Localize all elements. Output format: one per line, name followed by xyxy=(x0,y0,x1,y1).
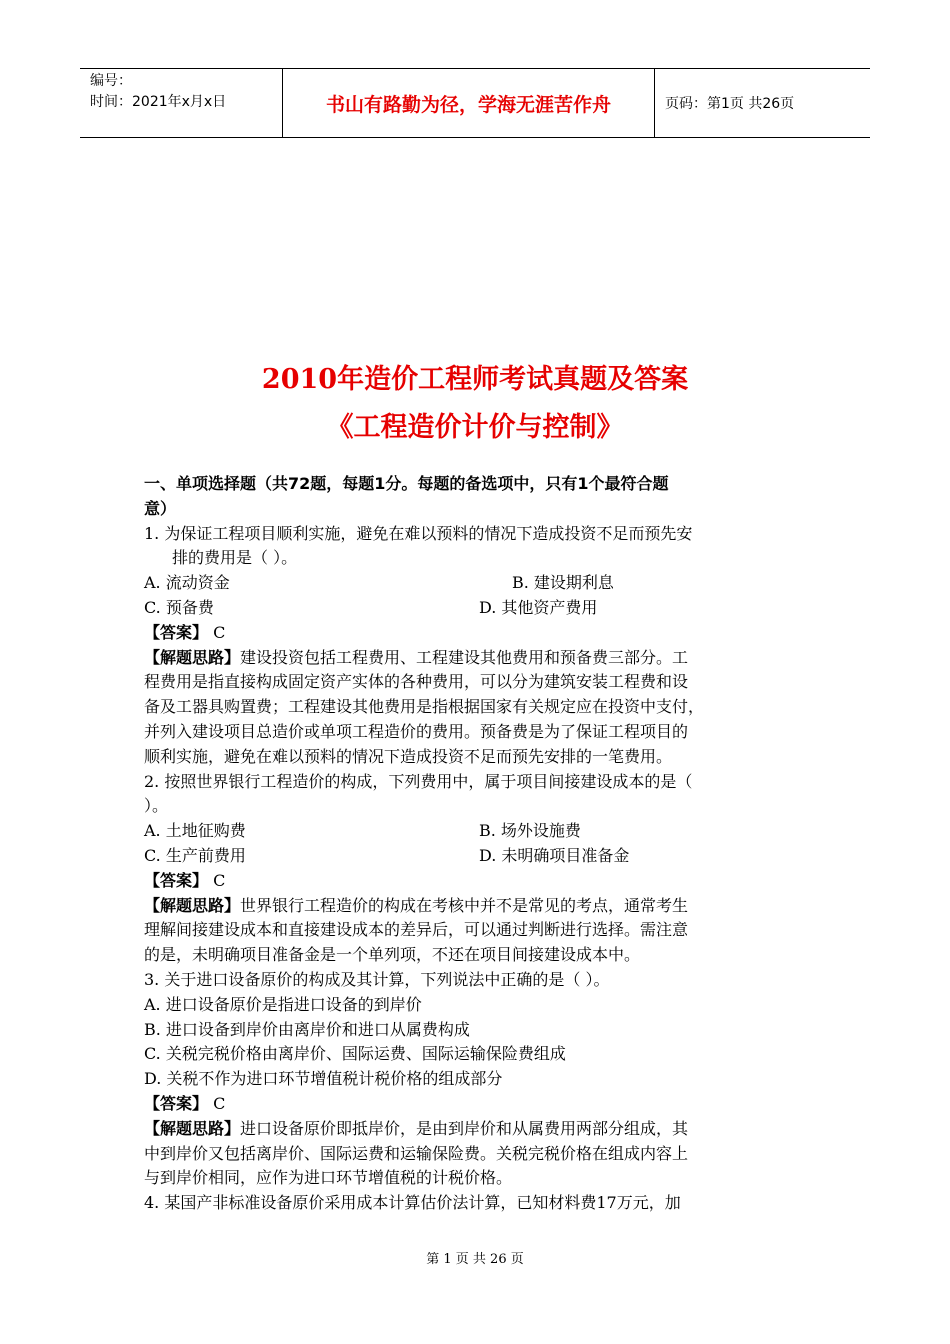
q1-answer xyxy=(144,621,814,646)
analysis-text: 世界银行工程造价的构成在考核中并不是常见的考点，通常考生 xyxy=(240,895,689,915)
answer-label: 【答案】 xyxy=(144,622,209,642)
q3-option-d: D. 关税不作为进口环节增值税计税价格的组成部分 xyxy=(144,1069,503,1089)
q2-option-d: D. 未明确项目准备金 xyxy=(479,845,630,865)
q1-option-d: D. 其他资产费用 xyxy=(479,597,598,617)
analysis-text: 建设投资包括工程费用、工程建设其他费用和预备费三部分。工 xyxy=(240,647,689,667)
code-label: 编号： xyxy=(90,73,132,89)
q1-option-c: C. 预备费 xyxy=(144,597,214,617)
q1-option-a: A. 流动资金 xyxy=(144,573,230,593)
document-title: 2010年造价工程师考试真题及答案 xyxy=(261,364,689,395)
q1-options-row1 xyxy=(144,571,814,596)
analysis-label: 【解题思路】 xyxy=(144,647,241,667)
q1-analysis-line3: 备及工器具购置费；工程建设其他费用是指根据国家有关规定应在投资中支付， xyxy=(144,697,705,717)
header-motto: 书山有路勤为径，学海无涯苦作舟 xyxy=(283,69,655,137)
answer-value: C xyxy=(208,1093,226,1113)
header-page-info: 页码：第1页 共26页 xyxy=(665,96,795,112)
q2-options-row2 xyxy=(144,844,814,869)
q3-analysis-line1 xyxy=(144,1117,814,1142)
q2-analysis-line2: 理解间接建设成本和直接建设成本的差异后，可以通过判断进行选择。需注意 xyxy=(144,920,689,940)
header-table xyxy=(80,68,870,138)
q2-analysis-line1 xyxy=(144,894,814,919)
q2-stem-line1: 2. 按照世界银行工程造价的构成，下列费用中，属于项目间接建设成本的是（ xyxy=(144,771,693,791)
q2-option-c: C. 生产前费用 xyxy=(144,845,246,865)
answer-value: C xyxy=(208,870,226,890)
document-subtitle: 《工程造价计价与控制》 xyxy=(326,412,624,443)
time-label: 时间：2021年x月x日 xyxy=(90,94,227,110)
q3-option-a: A. 进口设备原价是指进口设备的到岸价 xyxy=(144,994,422,1014)
answer-label: 【答案】 xyxy=(144,870,209,890)
analysis-label: 【解题思路】 xyxy=(144,895,241,915)
q2-analysis-line3: 的是，未明确项目准备金是一个单列项，不还在项目间接建设成本中。 xyxy=(144,945,641,965)
analysis-label: 【解题思路】 xyxy=(144,1118,241,1138)
q1-analysis-line5: 顺利实施，避免在难以预料的情况下造成投资不足而预先安排的一笔费用。 xyxy=(144,746,673,766)
q2-option-b: B. 场外设施费 xyxy=(479,821,581,841)
q1-options-row2 xyxy=(144,596,814,621)
q1-analysis-line1 xyxy=(144,646,814,671)
q3-answer xyxy=(144,1092,814,1117)
q2-answer xyxy=(144,869,814,894)
section-heading-line1: 一、单项选择题（共72题，每题1分。每题的备选项中，只有1个最符合题 xyxy=(144,474,669,493)
q2-option-a: A. 土地征购费 xyxy=(144,821,246,841)
q1-analysis-line2: 程费用是指直接构成固定资产实体的各种费用，可以分为建筑安装工程费和设 xyxy=(144,672,689,692)
q1-stem-line2: 排的费用是（ ）。 xyxy=(172,548,298,568)
q2-options-row1 xyxy=(144,819,814,844)
q4-stem-line1: 4. 某国产非标准设备原价采用成本计算估价法计算，已知材料费17万元，加 xyxy=(144,1193,681,1213)
q3-option-c: C. 关税完税价格由离岸价、国际运费、国际运输保险费组成 xyxy=(144,1044,566,1064)
q1-option-b: B. 建设期利息 xyxy=(512,573,614,593)
header-left-cell xyxy=(80,69,283,137)
answer-label: 【答案】 xyxy=(144,1093,209,1113)
q3-analysis-line3: 与到岸价相同，应作为进口环节增值税的计税价格。 xyxy=(144,1168,513,1188)
section-heading-line2: 意） xyxy=(144,498,177,518)
q3-stem-line1: 3. 关于进口设备原价的构成及其计算，下列说法中正确的是（ ）。 xyxy=(144,969,610,989)
q1-stem-line1: 1. 为保证工程项目顺利实施，避免在难以预料的情况下造成投资不足而预先安 xyxy=(144,523,693,543)
q2-stem-line2: ）。 xyxy=(144,796,169,816)
page-footer: 第 1 页 共 26 页 xyxy=(426,1252,524,1267)
q3-option-b: B. 进口设备到岸价由离岸价和进口从属费构成 xyxy=(144,1019,470,1039)
q1-analysis-line4: 并列入建设项目总造价或单项工程造价的费用。预备费是为了保证工程项目的 xyxy=(144,721,689,741)
analysis-text: 进口设备原价即抵岸价，是由到岸价和从属费用两部分组成，其 xyxy=(240,1118,689,1138)
q3-analysis-line2: 中到岸价又包括离岸价、国际运费和运输保险费。关税完税价格在组成内容上 xyxy=(144,1143,689,1163)
answer-value: C xyxy=(208,622,226,642)
document-body xyxy=(144,472,814,1216)
